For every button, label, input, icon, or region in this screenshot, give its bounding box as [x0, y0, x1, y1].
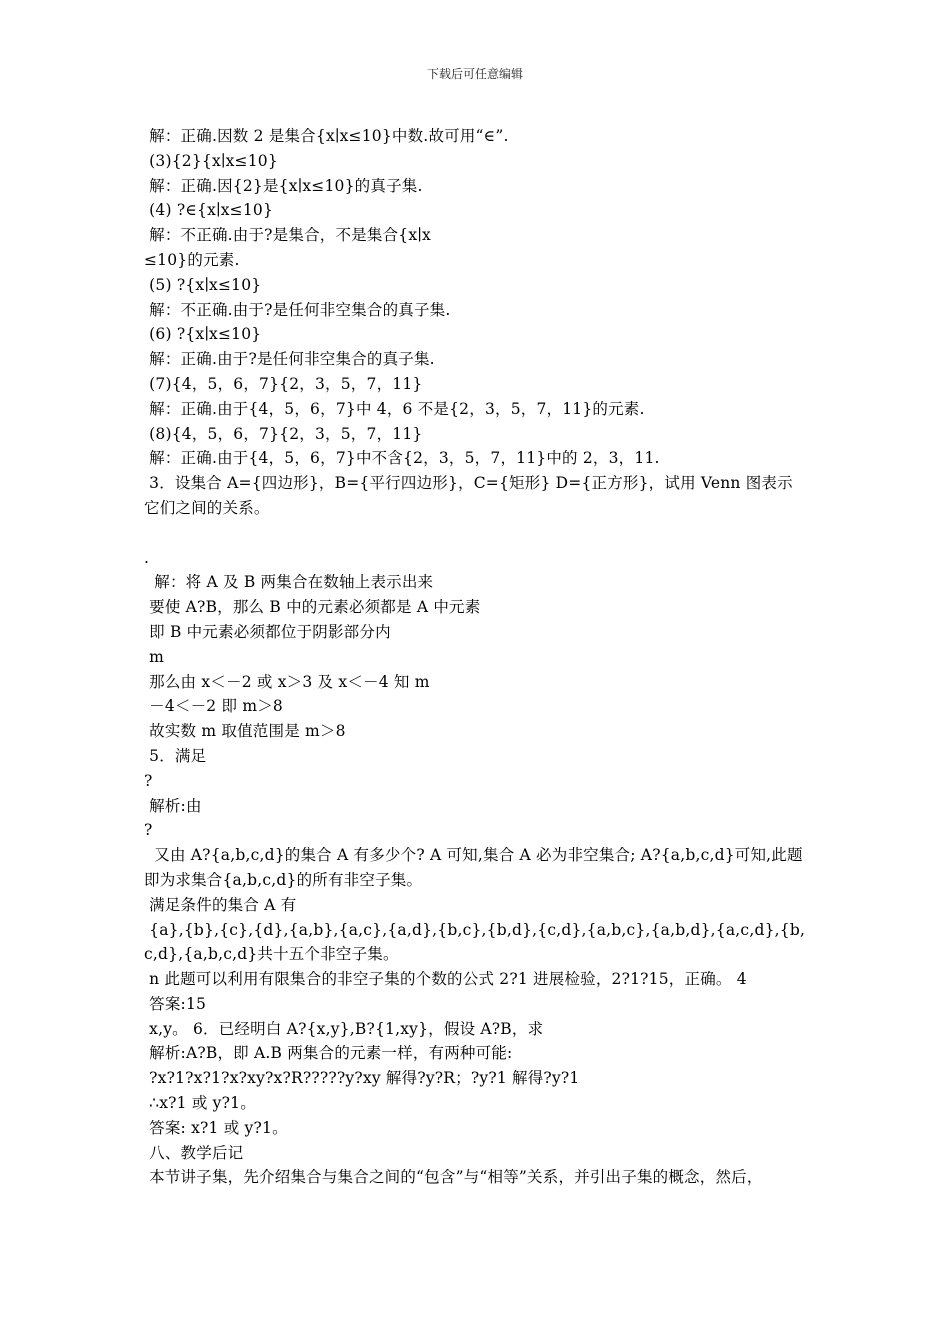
text-line: 那么由 x＜－2 或 x＞3 及 x＜－4 知 m	[144, 672, 430, 691]
text-line: 又由 A?{a,b,c,d}的集合 A 有多少个? A 可知,集合 A 必为非空集合; A?{a,b,c,d}可知,此题即为求集合{a,b,c,d}的所有非空子集。	[144, 846, 803, 889]
text-line: (5) ?{x∣x≤10}	[144, 275, 262, 294]
text-line: 解析:由	[144, 796, 202, 815]
text-line: ?	[144, 821, 153, 840]
text-line: ≤10}的元素.	[144, 250, 240, 269]
text-line: n 此题可以利用有限集合的非空子集的个数的公式 2?1 进展检验，2?1?15，正确。 4	[144, 970, 747, 989]
text-line: ?	[144, 771, 153, 790]
text-line: 解：不正确.由于?是集合，不是集合{x∣x	[144, 226, 431, 245]
text-line: 八、教学后记	[144, 1143, 244, 1162]
text-line: 故实数 m 取值范围是 m＞8	[144, 722, 346, 741]
page-header: 下载后可任意编辑	[426, 67, 523, 81]
text-line: (6) ?{x∣x≤10}	[144, 325, 262, 344]
text-line: ∴x?1 或 y?1。	[144, 1094, 256, 1113]
text-line: 3．设集合 A={四边形}，B={平行四边形}，C={矩形} D={正方形}，试用 Venn 图表示它们之间的关系。	[144, 474, 793, 517]
text-line: 解：正确.由于?是任何非空集合的真子集.	[144, 350, 435, 369]
text-line: m	[144, 647, 165, 666]
text-line: 本节讲子集，先介绍集合与集合之间的“包含”与“相等”关系，并引出子集的概念，然后，	[144, 1168, 763, 1187]
text-line: 答案: x?1 或 y?1。	[144, 1118, 288, 1137]
text-line: 满足条件的集合 A 有	[144, 895, 297, 914]
text-line: 解：正确.因数 2 是集合{x∣x≤10}中数.故可用“∈”.	[144, 127, 509, 145]
text-line: 解：将 A 及 B 两集合在数轴上表示出来	[144, 573, 434, 592]
text-line: 即 B 中元素必须都位于阴影部分内	[144, 622, 391, 641]
text-line: .	[144, 548, 150, 567]
text-line: 解：正确.由于{4，5，6，7}中 4，6 不是{2，3，5，7，11}的元素.	[144, 399, 645, 418]
text-line: 要使 A?B，那么 B 中的元素必须都是 A 中元素	[144, 598, 481, 617]
text-line: (8){4，5，6，7}{2，3，5，7，11}	[144, 424, 423, 443]
text-line: 解：不正确.由于?是任何非空集合的真子集.	[144, 300, 451, 319]
text-line: (4) ?∈{x∣x≤10}	[144, 201, 274, 220]
text-line: 解：正确.因{2}是{x∣x≤10}的真子集.	[144, 176, 423, 195]
blank-line	[144, 521, 808, 546]
text-line: 解析:A?B，即 A.B 两集合的元素一样，有两种可能:	[144, 1044, 513, 1063]
text-line: x,y。 6．已经明白 A?{x,y},B?{1,xy}，假设 A?B，求	[144, 1019, 544, 1038]
text-line: {a},{b},{c},{d},{a,b},{a,c},{a,d},{b,c},{b,d},{c,d},{a,b,c},{a,b,d},{a,c,d},{b,c,d},{a,b,c,d}共十五个非空子集。	[144, 920, 806, 964]
text-line: 答案:15	[144, 994, 207, 1013]
text-line: (3){2}{x∣x≤10}	[144, 151, 278, 170]
document-body	[144, 124, 808, 1190]
text-line: 解：正确.由于{4，5，6，7}中不含{2，3，5，7，11}中的 2，3，11.	[144, 449, 660, 468]
text-line: 5．满足	[144, 746, 207, 765]
text-line: －4＜－2 即 m＞8	[144, 697, 283, 716]
text-line: ?x?1?x?1?x?xy?x?R?????y?xy 解得?y?R；?y?1 解得?y?1	[144, 1069, 580, 1088]
text-line: (7){4，5，6，7}{2，3，5，7，11}	[144, 374, 423, 393]
